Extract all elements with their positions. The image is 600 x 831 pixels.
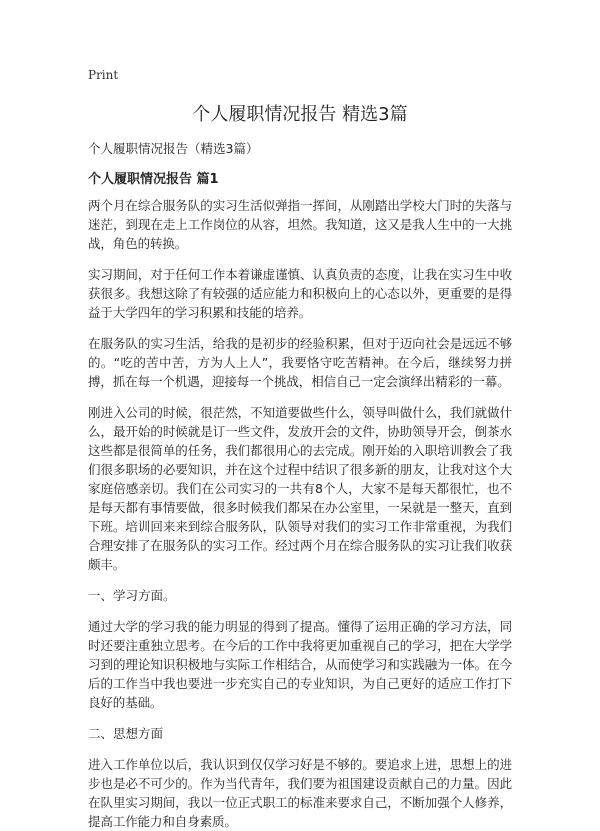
paragraph-2: 实习期间，对于任何工作本着谦虚谨慎、认真负责的态度，让我在实习生中收获很多。我想这除了有较强的适应能力和积极向上的心态以外，更重要的是得益于大学四年的学习积累和技能的培养。 bbox=[88, 267, 512, 320]
paragraph-thought: 进入工作单位以后，我认识到仅仅学习好是不够的。要追求上进，思想上的进步也是必不可少的。作为当代青年，我们要为祖国建设贡献自己的力量。因此在队里实习期间，我以一位正式职工的标准来要求自己，不断加强个人修养，提高工作能力和自身素质。 bbox=[88, 757, 512, 829]
paragraph-4: 刚进入公司的时候，很茫然，不知道要做些什么，领导叫做什么，我们就做什么，最开始的时候就是订一些文件，发放开会的文件，协助领导开会，倒茶水这些都是很简单的任务，我们都很用心的去完成。刚开始的入职培训教会了我们很多职场的必要知识，并在这个过程中结识了很多新的朋友，让我对这个大家庭倍感亲切。我们在公司实习的一共有8个人，大家不是每天都很忙，也不是每天都有事情要做，很多时候我们都呆在办公室里，一呆就是一整天，直到下班。培训回来来到综合服务队，队领导对我们的实习工作非常重视，为我们合理安排了在服务队的实习工作。经过两个月在综合服务队的实习让我们收获颇丰。 bbox=[88, 405, 512, 572]
document-title: 个人履职情况报告 精选3篇 bbox=[192, 104, 408, 125]
paragraph-study: 通过大学的学习我的能力明显的得到了提高。懂得了运用正确的学习方法，同时还要注重独立思考。在今后的工作中我将更加重视自己的学习，把在大学学习到的理论知识积极地与实际工作相结合，从而使学习和实践融为一体。在今后的工作当中我也要进一步充实自己的专业知识，为自己更好的适应工作打下良好的基础。 bbox=[88, 619, 512, 710]
document-subtitle: 个人履职情况报告（精选3篇） bbox=[88, 141, 259, 156]
sub-heading-study: 一、学习方面。 bbox=[88, 588, 176, 603]
paragraph-3: 在服务队的实习生活，给我的是初步的经验积累，但对于迈向社会是远远不够的。“吃的苦中苦，方为人上人”，我要恪守吃苦精神。在今后，继续努力拼搏，抓在每一个机遇，迎接每一个挑战，相信自己一定会演绎出精彩的一幕。 bbox=[88, 336, 512, 389]
print-link[interactable]: Print bbox=[88, 68, 119, 82]
paragraph-1: 两个月在综合服务队的实习生活似弹指一挥间，从刚踏出学校大门时的失落与迷茫，到现在走上工作岗位的从容，坦然。我知道，这又是我人生中的一大挑战，角色的转换。 bbox=[88, 198, 512, 251]
section-heading: 个人履职情况报告 篇1 bbox=[88, 172, 219, 187]
sub-heading-thought: 二、思想方面 bbox=[88, 726, 164, 741]
